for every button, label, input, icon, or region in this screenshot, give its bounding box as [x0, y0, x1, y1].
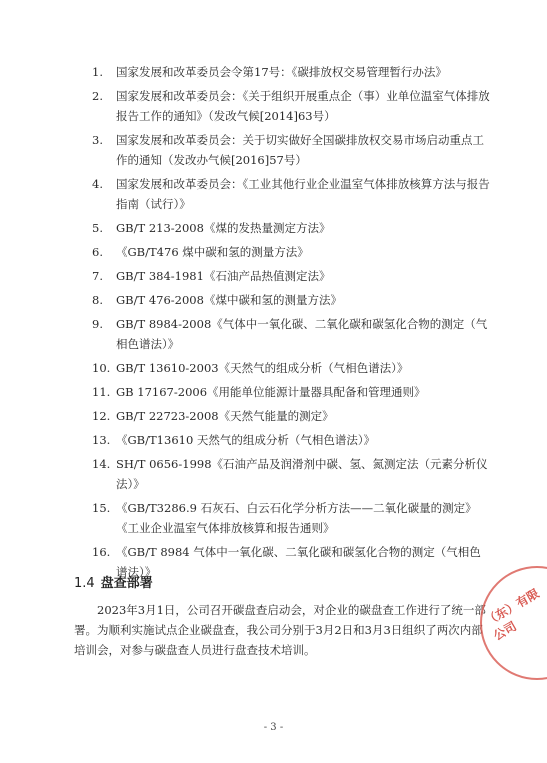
list-text: 国家发展和改革委员会：《关于组织开展重点企（事）业单位温室气体排放报告工作的通知》（发改气候[2014]63号） — [116, 89, 490, 123]
list-number: 4. — [92, 177, 103, 191]
body-paragraph: 2023年3月1日，公司召开碳盘查启动会，对企业的碳盘查工作进行了统一部署。为顺利实施试点企业碳盘查，我公司分别于3月2日和3月3日组织了两次内部培训会，对参与碳盘查人员进行盘查技术培训。 — [74, 603, 486, 657]
list-text: GB/T 213-2008《煤的发热量测定方法》 — [116, 221, 331, 235]
page-number: - 3 - — [263, 722, 284, 733]
list-number: 16. — [92, 545, 111, 559]
list-text: SH/T 0656-1998《石油产品及润滑剂中碳、氢、氮测定法（元素分析仪法）》 — [116, 457, 488, 491]
list-text: GB/T 476-2008《煤中碳和氢的测量方法》 — [116, 293, 342, 307]
list-text: GB/T 384-1981《石油产品热值测定法》 — [116, 269, 331, 283]
list-item — [92, 430, 492, 450]
list-number: 7. — [92, 269, 103, 283]
list-number: 12. — [92, 409, 111, 423]
list-item — [92, 454, 492, 494]
list-item — [92, 130, 492, 170]
list-item — [92, 382, 492, 402]
list-item — [92, 218, 492, 238]
list-number: 15. — [92, 501, 111, 515]
list-number: 6. — [92, 245, 103, 259]
list-number: 10. — [92, 361, 111, 375]
list-item — [92, 406, 492, 426]
list-text: GB/T 22723-2008《天然气能量的测定》 — [116, 409, 334, 423]
list-item — [92, 266, 492, 286]
list-text: 国家发展和改革委员会令第17号：《碳排放权交易管理暂行办法》 — [116, 65, 447, 79]
list-item — [92, 86, 492, 126]
list-number: 3. — [92, 133, 103, 147]
reference-list — [92, 62, 492, 586]
list-item — [92, 174, 492, 214]
list-number: 14. — [92, 457, 111, 471]
list-text: 《GB/T3286.9 石灰石、白云石化学分析方法——二氧化碳量的测定》《工业企业温室气体排放核算和报告通则》 — [116, 501, 477, 535]
list-number: 13. — [92, 433, 111, 447]
list-item — [92, 314, 492, 354]
list-number: 5. — [92, 221, 103, 235]
list-text: 国家发展和改革委员会：关于切实做好全国碳排放权交易市场启动重点工作的通知（发改办气候[2016]57号） — [116, 133, 484, 167]
list-number: 11. — [92, 385, 111, 399]
list-number: 2. — [92, 89, 103, 103]
list-text: 《GB/T13610 天然气的组成分析（气相色谱法）》 — [116, 433, 376, 447]
list-text: 国家发展和改革委员会：《工业其他行业企业温室气体排放核算方法与报告指南（试行）》 — [116, 177, 490, 211]
list-item — [92, 62, 492, 82]
list-item — [92, 242, 492, 262]
list-text: 《GB/T476 煤中碳和氢的测量方法》 — [116, 245, 309, 259]
list-text: GB 17167-2006《用能单位能源计量器具配备和管理通则》 — [116, 385, 426, 399]
list-item — [92, 358, 492, 378]
seal-text: （东）有限公司 — [482, 586, 542, 644]
list-item — [92, 290, 492, 310]
list-text: 《GB/T 8984 气体中一氧化碳、二氧化碳和碳氢化合物的测定（气相色谱法）》 — [116, 545, 481, 579]
section-heading — [74, 572, 153, 591]
list-item — [92, 498, 492, 538]
list-number: 1. — [92, 65, 103, 79]
list-number: 9. — [92, 317, 103, 331]
section-title: 盘查部署 — [100, 576, 153, 591]
list-text: GB/T 8984-2008《气体中一氧化碳、二氧化碳和碳氢化合物的测定（气相色谱法）》 — [116, 317, 488, 351]
section-number: 1.4 — [74, 576, 95, 591]
list-text: GB/T 13610-2003《天然气的组成分析（气相色谱法）》 — [116, 361, 409, 375]
list-number: 8. — [92, 293, 103, 307]
